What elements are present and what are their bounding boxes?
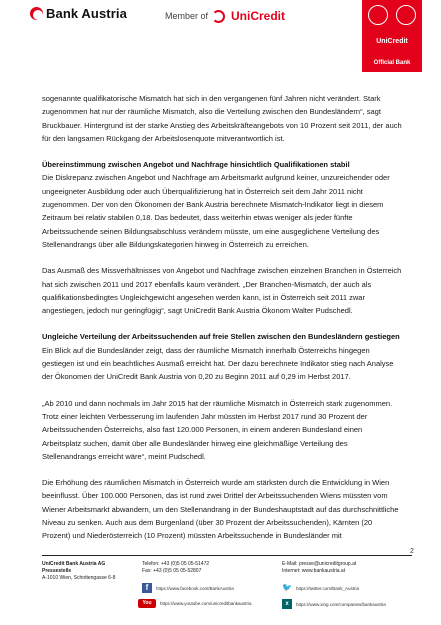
facebook-url: https://www.facebook.com/BankAustria [156,585,234,591]
intro-paragraph: sogenannte qualifikatorische Mismatch hat sich in den vergangenen fünf Jahren nicht verändert. Stark zugenommen hat nur der räumliche Mismatch, also die Verteilung zwischen den Bundesländern“, sagt Bruckbauer. Hintergrund ist der starke Anstieg des Arbeitskräfteangebots von 10 Prozent seit 2011, der auch für den langsamen Rückgang der Arbeitslosenquote mitverantwortlich ist. [42,94,402,143]
xing-url: https://www.xing.com/companies/bankaustria [296,601,386,607]
badge-official: Official Bank [373,60,411,66]
page-header [0,0,441,90]
bank-austria-logo-icon [30,7,43,20]
footer-phone: Telefon: +43 (0)5 05 05-51472 [142,561,210,567]
official-bank-badge [362,0,422,72]
twitter-url: https://twitter.com/Bank_Austria [296,585,360,591]
xing-link[interactable] [282,599,386,609]
member-prefix: Member of [165,11,209,21]
footer-street: A-1010 Wien, Schottengasse 6-8 [42,575,116,581]
section2-paragraph-3: Die Erhöhung des räumlichen Mismatch in Österreich wurde am stärksten durch die Entwicklung in Wien beeinflusst. Über 100.000 Personen, das ist rund zwei Drittel der Arbeitssuchenden Wiens müssten vom Wiener Arbeitsmarkt abwandern, um den Stellenandrang in der Bundeshauptstadt auf das durchschnittliche Niveau zu senken. Auch aus dem Burgenland (über 30 Prozent der Arbeitssuchenden), Kärnten (20 Prozent) und Niederösterreich (10 Prozent) müssten Arbeitssuchende in Bundesländer mit [42,478,399,541]
member-of-unicredit [165,9,285,23]
footer-divider [42,555,412,556]
footer-contact [142,561,209,575]
unicredit-logo-icon [212,10,225,23]
section2-paragraph-1: Ein Blick auf die Bundesländer zeigt, dass der räumliche Mismatch innerhalb Österreichs hingegen gestiegen ist und ein beachtliches Ausmaß erreicht hat. Der dazu berechnete Indikator stieg nach Analyse der Ökonomen der UniCredit Bank Austria von 0,20 zu Beginn 2011 auf 0,29 im Herbst 2017. [42,345,394,382]
footer-dept: Pressestelle [42,568,72,574]
youtube-icon: You [138,599,156,608]
bank-austria-logo [30,6,127,21]
badge-brand: UniCredit [376,38,408,45]
footer-fax: Fax: +43 (0)5 05 05-52807 [142,568,202,574]
article-body [42,92,402,556]
page-number: 2 [410,548,414,555]
section-heading-qualifications: Übereinstimmung zwischen Angebot und Nachfrage hinsichtlich Qualifikationen stabil [42,160,350,170]
europa-league-logo-icon [396,5,416,25]
footer-address [42,561,115,582]
champions-league-logo-icon [368,5,388,25]
twitter-icon: 🐦 [282,583,292,592]
section1-paragraph-1: Die Diskrepanz zwischen Angebot und Nachfrage am Arbeitsmarkt aufgrund keiner, unzureichender oder ungeeigneter Ausbildung oder auch Überqualifizierung hat in Österreich seit dem Jahr 2011 nicht zugenommen. Der von den Ökonomen der Bank Austria berechnete Mismatch-Indikator liegt in diesem Zeitraum bei relativ stabilen 0,18. Das bedeutet, dass weiterhin etwas weniger als jeder fünfte Arbeitssuchende seinen Bildungsabschluss verändern müsste, um eine ausgeglichene Verteilung des Stellenandrangs über alle Bildungskategorien hinweg in Österreich zu erreichen. [42,173,390,249]
footer-online [282,561,356,575]
xing-icon: x [282,599,292,609]
brand-name: Bank Austria [46,6,127,21]
facebook-link[interactable] [142,583,234,593]
facebook-icon: f [142,583,152,593]
youtube-link[interactable] [138,599,252,608]
footer-email: E-Mail: presse@unicreditgroup.at [282,561,357,567]
page-footer [42,548,422,625]
youtube-url: https://www.youtube.com/unicreditbankaustria [160,601,252,606]
section-heading-regional: Ungleiche Verteilung der Arbeitssuchenden auf freie Stellen zwischen den Bundesländern gestiegen [42,332,400,342]
member-brand: UniCredit [231,9,286,23]
twitter-link[interactable] [282,583,359,593]
section2-paragraph-2: „Ab 2010 und dann nochmals im Jahr 2015 hat der räumliche Mismatch in Österreich stark zugenommen. Trotz einer leichten Verbesserung im laufenden Jahr müssten im Herbst 2017 rund 30 Prozent der Arbeitssuchenden Österreichs, also fast 120.000 Personen, in einem anderen Bundesland einen Arbeitsplatz suchen, damit über alle Bundesländer hinweg eine gleichmäßige Verteilung des Stellenandrangs erreicht wäre“, meint Pudschedl. [42,398,393,461]
footer-internet: Internet: www.bankaustria.at [282,568,346,574]
footer-company: UniCredit Bank Austria AG [42,561,106,567]
section1-paragraph-2: Das Ausmaß des Missverhältnisses von Angebot und Nachfrage zwischen einzelnen Branchen in Österreich hat sich zwischen 2011 und 2017 ebenfalls kaum verändert. „Der Branchen-Mismatch, der auch als qualifikationsbedingtes Ungleichgewicht angesehen werden kann, ist in Österreich seit 2011 zwar angestiegen, jedoch nur geringfügig“, sagt UniCredit Bank Austria Ökonom Walter Pudschedl. [42,266,402,316]
